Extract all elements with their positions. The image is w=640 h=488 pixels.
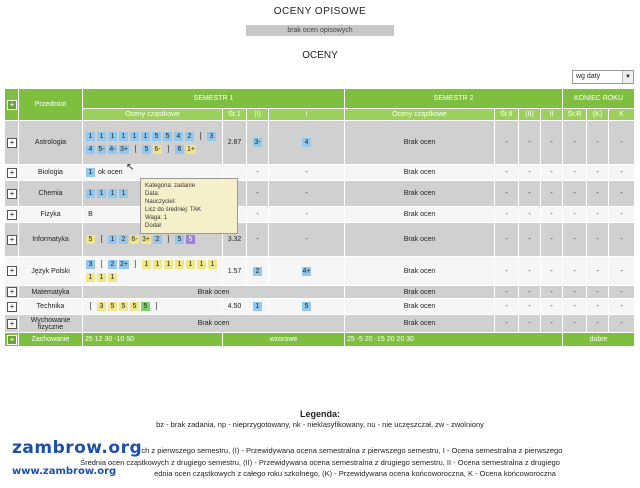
avg1-value: 4.50 <box>223 299 247 315</box>
grade2-value: - <box>541 121 563 165</box>
grade-mark: ] <box>167 145 170 153</box>
behavior-label: Zachowanie <box>19 333 83 347</box>
plus-icon[interactable]: + <box>7 266 17 276</box>
grade-mark[interactable]: 2 <box>185 132 194 141</box>
predicted1-header[interactable]: (I) <box>247 109 269 121</box>
tooltip-category: Kategoria: zadanie <box>145 183 196 189</box>
avg-year-value: - <box>563 257 587 286</box>
avg2-header[interactable]: Śr.II <box>495 109 519 121</box>
avg1-value: 3.32 <box>223 223 247 257</box>
legend-line-4: ednia ocen cząstkowych z całego roku szkolnego, (K) - Przewidywana ocena końcoworoczna, K - Ocena końcoworoczna <box>154 469 556 478</box>
grade1-value: - <box>305 169 308 176</box>
grade-mark: [ <box>134 145 137 153</box>
row-expand[interactable] <box>5 257 19 286</box>
predicted-final-value: - <box>587 207 609 223</box>
grade-mark[interactable]: 1 <box>108 189 117 198</box>
grade-mark[interactable]: 1 <box>164 260 173 269</box>
grade-mark[interactable]: 5 <box>163 132 172 141</box>
semester1-empty: Brak ocen <box>83 286 345 299</box>
partial-grades-2: Brak ocen <box>345 286 495 299</box>
year-end-header: KONIEC ROKU <box>563 89 635 109</box>
grade2-header[interactable]: II <box>541 109 563 121</box>
plus-icon[interactable]: + <box>7 189 17 199</box>
subject-header: Przedmiot <box>19 89 83 121</box>
grade-mark[interactable]: 1 <box>186 260 195 269</box>
avg-year-value: - <box>563 121 587 165</box>
grade-mark[interactable]: 1 <box>119 132 128 141</box>
grade-mark[interactable]: 4- <box>109 145 116 153</box>
final-value: - <box>609 181 635 207</box>
subject-row <box>5 181 635 207</box>
grade1-value: 5 <box>302 302 311 311</box>
predicted1-value: 2 <box>253 267 262 276</box>
predicted1-value: - <box>256 169 259 176</box>
grade-mark[interactable]: 1 <box>108 273 117 282</box>
subject-row <box>5 286 635 299</box>
predicted-final-value: - <box>587 257 609 286</box>
plus-icon[interactable]: + <box>7 100 17 110</box>
tooltip-added-by: Dodał: <box>145 223 163 229</box>
grade-mark[interactable]: 5 <box>86 235 95 244</box>
grade-mark[interactable]: 5 <box>141 302 150 311</box>
grade-mark[interactable]: 1 <box>86 168 95 177</box>
predicted-final-header[interactable]: (K) <box>587 109 609 121</box>
predicted2-value: - <box>519 286 541 299</box>
predicted1-cell <box>247 257 269 286</box>
sort-select-value: wg daty <box>576 73 601 80</box>
grade-mark[interactable]: 3+ <box>142 236 150 243</box>
avg2-value: - <box>495 165 519 181</box>
tooltip-date: Data: <box>145 191 160 197</box>
final-value: - <box>609 207 635 223</box>
predicted2-value: - <box>519 181 541 207</box>
subject-name: Biologia <box>19 165 83 181</box>
partial-grades-2: Brak ocen <box>345 181 495 207</box>
grade-mark[interactable]: 1+ <box>186 145 195 153</box>
predicted1-value: - <box>256 190 259 197</box>
predicted2-value: - <box>519 121 541 165</box>
grade-mark: [ <box>100 236 103 243</box>
row-expand[interactable] <box>5 315 19 333</box>
avg-year-value: - <box>563 181 587 207</box>
predicted2-value: - <box>519 165 541 181</box>
final-value: - <box>609 257 635 286</box>
avg-year-value: - <box>563 223 587 257</box>
grade1-header[interactable]: I <box>269 109 345 121</box>
subject-row <box>5 121 635 165</box>
partial-grades-2: Brak ocen <box>345 165 495 181</box>
predicted1-cell <box>247 207 269 223</box>
descriptive-grades-status: brak ocen opisowych <box>246 25 394 36</box>
row-expand[interactable] <box>5 121 19 165</box>
grade-mark[interactable]: 1 <box>141 132 150 141</box>
predicted1-value: 3- <box>254 139 261 146</box>
predicted1-value: - <box>256 211 259 218</box>
grade-mark[interactable]: 1 <box>86 132 95 141</box>
plus-icon[interactable]: + <box>7 235 17 245</box>
grade1-cell <box>269 121 345 165</box>
grade-mark[interactable]: 5 <box>119 302 128 311</box>
subject-row <box>5 257 635 286</box>
grade1-cell <box>269 207 345 223</box>
row-expand[interactable] <box>5 223 19 257</box>
partial-grades-1 <box>83 257 223 286</box>
predicted-final-value: - <box>587 223 609 257</box>
grade-mark: ok ocen <box>98 169 123 176</box>
predicted-final-value: - <box>587 286 609 299</box>
avg1-header[interactable]: Śr.1 <box>223 109 247 121</box>
grade1-cell <box>269 165 345 181</box>
grade-mark[interactable]: 2 <box>153 235 162 244</box>
grade2-value: - <box>541 299 563 315</box>
grades-title: OCENY <box>302 50 338 61</box>
avg-year-value: - <box>563 299 587 315</box>
predicted2-header[interactable]: (II) <box>519 109 541 121</box>
plus-icon[interactable]: + <box>7 168 17 178</box>
predicted2-value: - <box>519 315 541 333</box>
grade-mark: ] <box>134 261 137 268</box>
predicted1-value: 1 <box>253 302 262 311</box>
grade-mark[interactable]: 1 <box>108 235 117 244</box>
predicted-final-value: - <box>587 121 609 165</box>
grade-mark[interactable]: 5 <box>108 302 117 311</box>
avg2-value: - <box>495 286 519 299</box>
grade-mark: [ <box>89 303 92 310</box>
avg2-value: - <box>495 181 519 207</box>
partial-grades-2: Brak ocen <box>345 207 495 223</box>
legend-line-2: ych z pierwszego semestru, (I) - Przewidywana ocena semestralna z pierwszego semestru, I - Ocena semestralna z pierwszego <box>137 446 563 455</box>
grade-mark[interactable]: 6 <box>175 145 184 154</box>
legend-line-1: bz - brak zadania, np - nieprzygotowany, nk - nieklasyfikowany, nu - nie uczęszczał, zw - zwolniony <box>156 420 484 429</box>
grade-mark[interactable]: 1 <box>97 189 106 198</box>
plus-icon[interactable]: + <box>7 287 17 297</box>
grade-mark: [ <box>199 132 202 140</box>
grade2-value: - <box>541 315 563 333</box>
final-value: - <box>609 121 635 165</box>
grade1-value: 4 <box>302 138 311 147</box>
predicted-final-value: - <box>587 299 609 315</box>
partial-grades-2: Brak ocen <box>345 257 495 286</box>
avg-year-value: - <box>563 286 587 299</box>
subject-name: Matematyka <box>19 286 83 299</box>
avg2-value: - <box>495 257 519 286</box>
row-expand[interactable] <box>5 207 19 223</box>
row-expand[interactable] <box>5 299 19 315</box>
page-title: OCENY OPISOWE <box>273 6 367 17</box>
plus-icon[interactable]: + <box>7 302 17 312</box>
avg-year-header[interactable]: Śr.R <box>563 109 587 121</box>
predicted-final-value: - <box>587 181 609 207</box>
grade-tooltip <box>140 178 238 234</box>
predicted1-cell <box>247 181 269 207</box>
predicted2-value: - <box>519 257 541 286</box>
predicted1-value: - <box>256 236 259 243</box>
grade-mark[interactable]: 1 <box>208 260 217 269</box>
grade1-value: 4+ <box>302 267 311 275</box>
legend-title: Legenda: <box>299 409 340 419</box>
grade-mark[interactable]: 1 <box>97 273 106 282</box>
row-expand[interactable] <box>5 165 19 181</box>
grade-mark[interactable]: 2 <box>119 235 128 244</box>
grade2-value: - <box>541 223 563 257</box>
partial-grades-2: Brak ocen <box>345 315 495 333</box>
grades-table <box>4 88 635 347</box>
grade-mark[interactable]: 5 <box>186 235 195 244</box>
behavior-sem1-grade: wzorowe <box>223 333 345 347</box>
grade-mark[interactable]: 6- <box>154 145 161 153</box>
row-expand[interactable] <box>5 286 19 299</box>
predicted2-value: - <box>519 299 541 315</box>
grade-mark[interactable]: 2 <box>108 260 117 269</box>
predicted1-cell <box>247 165 269 181</box>
grade2-value: - <box>541 181 563 207</box>
partial-grades-header-2: Oceny cząstkowe <box>345 109 495 121</box>
grade-mark[interactable]: 1 <box>130 132 139 141</box>
predicted-final-value: - <box>587 315 609 333</box>
behavior-sem1-points: 25 12 30 -10 50 <box>83 333 223 347</box>
final-value: - <box>609 223 635 257</box>
final-header[interactable]: K <box>609 109 635 121</box>
semester1-empty: Brak ocen <box>83 315 345 333</box>
partial-grades-2: Brak ocen <box>345 223 495 257</box>
grade-mark[interactable]: 1 <box>86 189 95 198</box>
behavior-sem2-points: 25 -5 20 -15 20 20 30 <box>345 333 563 347</box>
partial-grades-2: Brak ocen <box>345 121 495 165</box>
plus-icon[interactable]: + <box>7 138 17 148</box>
grade1-value: - <box>305 190 308 197</box>
predicted2-value: - <box>519 223 541 257</box>
subject-name: Technika <box>19 299 83 315</box>
grade-mark[interactable]: 5 <box>152 132 161 141</box>
predicted-final-value: - <box>587 165 609 181</box>
final-value: - <box>609 315 635 333</box>
grade1-cell <box>269 223 345 257</box>
grade-mark[interactable]: 3 <box>86 260 95 269</box>
grade-mark[interactable]: 1 <box>86 273 95 282</box>
subject-row <box>5 223 635 257</box>
subject-row <box>5 299 635 315</box>
grade-mark: [ <box>100 261 103 268</box>
subject-name: Język Polski <box>19 257 83 286</box>
behavior-expand[interactable] <box>5 333 19 347</box>
watermark-logo: zambrow.org <box>12 438 143 458</box>
subject-name: Astrologia <box>19 121 83 165</box>
grade-mark[interactable]: 4 <box>86 145 95 154</box>
subject-row <box>5 315 635 333</box>
subject-name: Informatyka <box>19 223 83 257</box>
avg2-value: - <box>495 315 519 333</box>
subject-name: Chemia <box>19 181 83 207</box>
final-value: - <box>609 286 635 299</box>
grade2-value: - <box>541 165 563 181</box>
grade-mark[interactable]: 3 <box>207 132 216 141</box>
tooltip-teacher: Nauczyciel: <box>145 199 176 205</box>
grade1-cell <box>269 299 345 315</box>
final-value: - <box>609 299 635 315</box>
grade-mark[interactable]: 1 <box>108 132 117 141</box>
sort-select[interactable] <box>572 70 634 84</box>
predicted1-cell <box>247 299 269 315</box>
predicted1-cell <box>247 121 269 165</box>
grade-mark[interactable]: 2+ <box>120 261 128 268</box>
grade-mark[interactable]: 5- <box>98 145 105 153</box>
avg-year-value: - <box>563 315 587 333</box>
grade-mark[interactable]: 5 <box>175 235 184 244</box>
partial-grades-2: Brak ocen <box>345 299 495 315</box>
grade-mark[interactable]: 6- <box>131 236 138 243</box>
subject-row <box>5 165 635 181</box>
grade2-value: - <box>541 207 563 223</box>
grade-mark: B <box>88 211 93 218</box>
grade-mark[interactable]: 5 <box>142 145 151 154</box>
avg2-value: - <box>495 207 519 223</box>
grade-mark[interactable]: 4 <box>174 132 183 141</box>
expand-all-cell[interactable] <box>5 89 19 121</box>
grade2-value: - <box>541 286 563 299</box>
grade1-value: - <box>305 211 308 218</box>
grade-mark[interactable]: 1 <box>97 132 106 141</box>
grade-mark[interactable]: 1 <box>142 260 151 269</box>
subject-name: Wychowanie fizyczne <box>19 315 83 333</box>
avg2-value: - <box>495 223 519 257</box>
grade-mark[interactable]: 1 <box>175 260 184 269</box>
final-value: - <box>609 165 635 181</box>
avg-year-value: - <box>563 165 587 181</box>
grade-mark[interactable]: 3 <box>97 302 106 311</box>
partial-grades-1 <box>83 121 223 165</box>
plus-icon[interactable]: + <box>7 210 17 220</box>
avg-year-value: - <box>563 207 587 223</box>
avg2-value: - <box>495 121 519 165</box>
tooltip-weight: Waga: 1 <box>145 215 168 221</box>
avg1-value: 1.57 <box>223 257 247 286</box>
partial-grades-header-1: Oceny cząstkowe <box>83 109 223 121</box>
avg1-value: 2.87 <box>223 121 247 165</box>
tooltip-count-avg: Licz do średniej: TAK <box>145 207 202 213</box>
watermark-url: www.zambrow.org <box>12 466 117 477</box>
chevron-down-icon[interactable]: ▼ <box>622 71 633 83</box>
row-expand[interactable] <box>5 181 19 207</box>
grade1-cell <box>269 257 345 286</box>
semester1-header: SEMESTR 1 <box>83 89 345 109</box>
predicted2-value: - <box>519 207 541 223</box>
behavior-final-grade: dobre <box>563 333 635 347</box>
grade-mark: ] <box>155 303 158 310</box>
grade-mark: ] <box>167 236 170 243</box>
grade1-value: - <box>305 236 308 243</box>
grade2-value: - <box>541 257 563 286</box>
mouse-cursor-icon: ↖ <box>126 162 135 173</box>
predicted1-cell <box>247 223 269 257</box>
semester2-header: SEMESTR 2 <box>345 89 563 109</box>
avg2-value: - <box>495 299 519 315</box>
legend-line-3: Średnia ocen cząstkowych z drugiego semestru, (II) - Przewidywana ocena semestralna z drugiego semestru, II - Ocena semestralna z drugiego <box>80 458 560 467</box>
plus-icon[interactable]: + <box>7 319 17 329</box>
subject-row <box>5 207 635 223</box>
grade-mark[interactable]: 1 <box>197 260 206 269</box>
subject-name: Fizyka <box>19 207 83 223</box>
grade-mark[interactable]: 1 <box>153 260 162 269</box>
grade-mark[interactable]: 3+ <box>120 145 128 153</box>
partial-grades-1 <box>83 299 223 315</box>
grade-mark[interactable]: 1 <box>119 189 128 198</box>
grade-mark[interactable]: 5 <box>130 302 139 311</box>
grade1-cell <box>269 181 345 207</box>
plus-icon[interactable]: + <box>7 335 17 345</box>
